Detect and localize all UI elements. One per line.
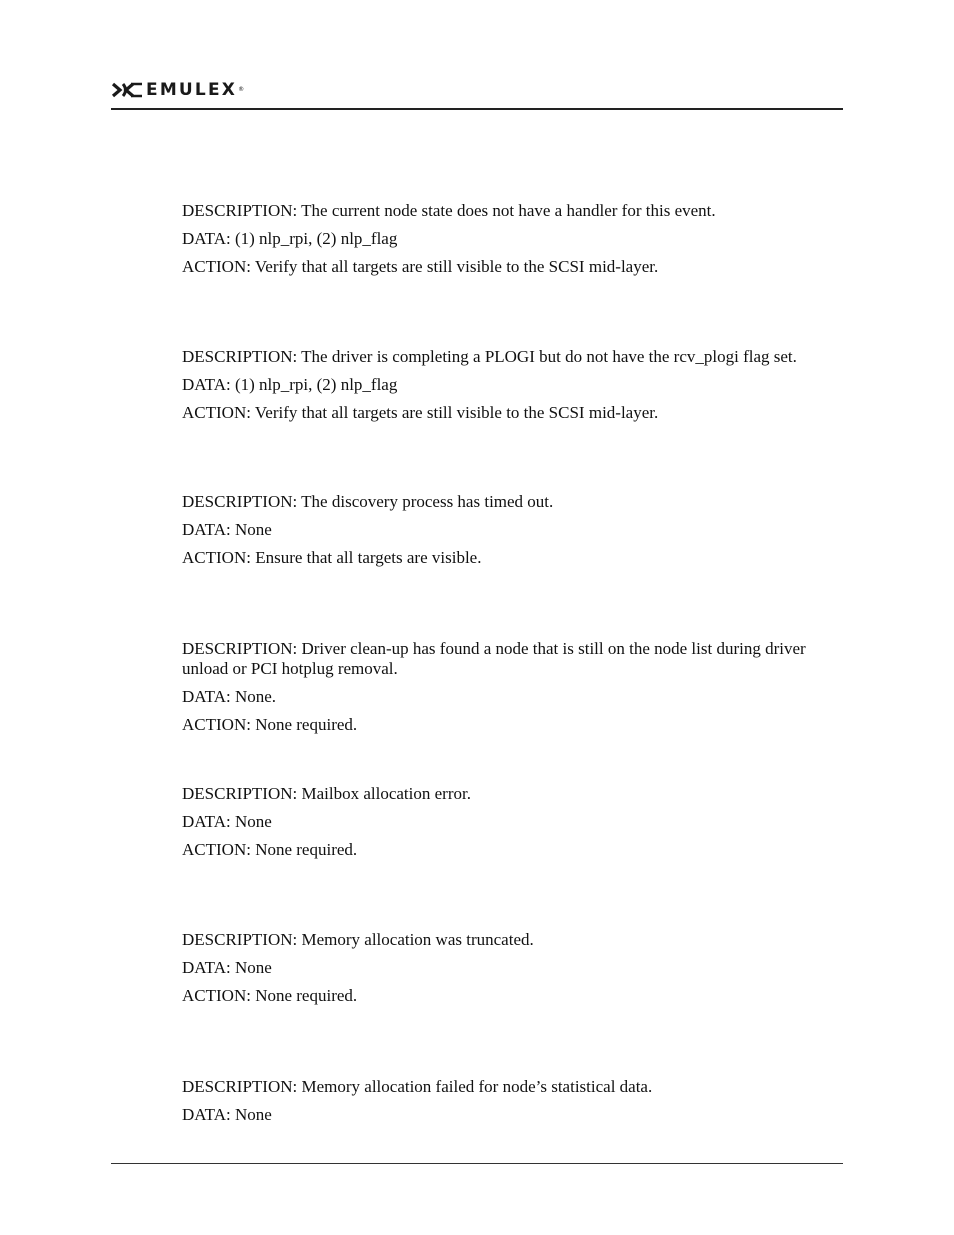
entry-data: DATA: None.	[182, 687, 277, 706]
logo-trademark: ®	[238, 86, 245, 93]
entry-action: ACTION: None required.	[182, 715, 358, 734]
entry-data: DATA: None	[182, 1105, 272, 1124]
entry-action: ACTION: Verify that all targets are still visible to the SCSI mid-layer.	[182, 403, 659, 422]
message-entry	[182, 1077, 832, 1133]
entry-description: DESCRIPTION: The driver is completing a PLOGI but do not have the rcv_plogi flag set.	[182, 347, 797, 366]
entry-action: ACTION: None required.	[182, 840, 358, 859]
emulex-logo-mark-icon	[111, 81, 143, 99]
entry-action: ACTION: Ensure that all targets are visible.	[182, 548, 482, 567]
entry-action: ACTION: Verify that all targets are still visible to the SCSI mid-layer.	[182, 257, 659, 276]
message-entry	[182, 347, 832, 431]
logo-wordmark: EMULEX	[146, 80, 238, 100]
entry-description: DESCRIPTION: The current node state does not have a handler for this event.	[182, 201, 716, 220]
entry-data: DATA: None	[182, 520, 272, 539]
message-entry	[182, 930, 832, 1014]
emulex-logo	[111, 80, 244, 100]
entry-action: ACTION: None required.	[182, 986, 358, 1005]
entry-data: DATA: (1) nlp_rpi, (2) nlp_flag	[182, 229, 398, 248]
footer-divider	[111, 1163, 843, 1164]
entry-description: DESCRIPTION: Mailbox allocation error.	[182, 784, 471, 803]
message-entry	[182, 492, 832, 576]
entry-data: DATA: None	[182, 958, 272, 977]
message-entry	[182, 201, 832, 285]
entry-data: DATA: (1) nlp_rpi, (2) nlp_flag	[182, 375, 398, 394]
header-divider	[111, 108, 843, 110]
entry-description: DESCRIPTION: Memory allocation was truncated.	[182, 930, 534, 949]
message-entry	[182, 784, 832, 868]
entry-description: DESCRIPTION: The discovery process has timed out.	[182, 492, 554, 511]
message-entry	[182, 639, 832, 743]
entry-data: DATA: None	[182, 812, 272, 831]
entry-description: DESCRIPTION: Driver clean-up has found a node that is still on the node list during driver unload or PCI hotplug removal.	[182, 639, 806, 678]
entry-description: DESCRIPTION: Memory allocation failed for node’s statistical data.	[182, 1077, 653, 1096]
